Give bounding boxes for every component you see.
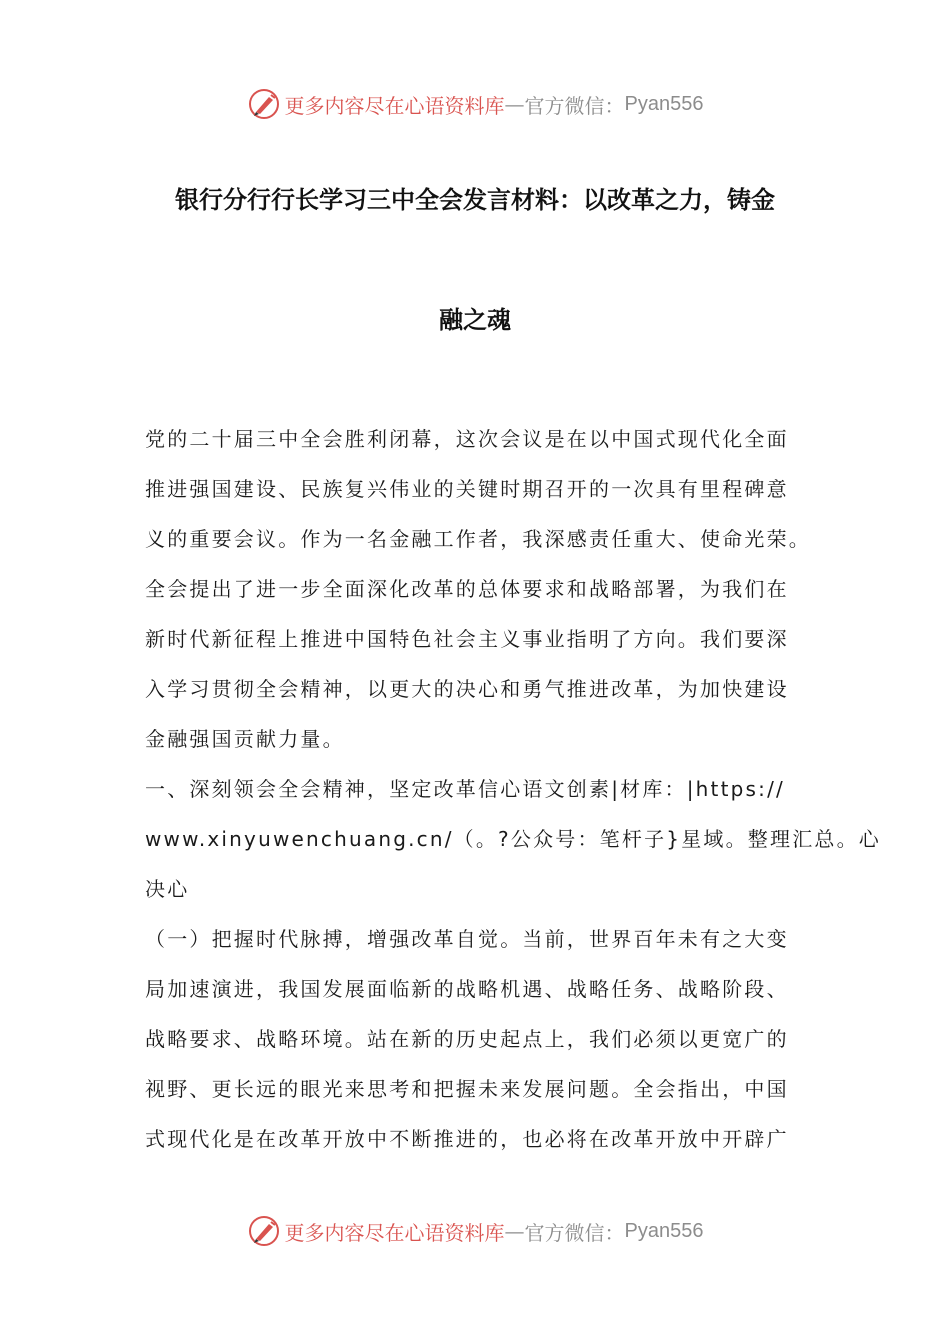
body-line: （一）把握时代脉搏，增强改革自觉。当前，世界百年未有之大变 [145,927,789,951]
banner-wechat-label: 官方微信： [524,1220,625,1245]
footer-banner [0,1211,950,1251]
banner-slogan: 更多内容尽在心语资料库 [284,93,505,118]
header-banner [0,84,950,124]
document-title-line-1: 银行分行行长学习三中全会发言材料：以改革之力，铸金 [175,186,775,214]
pen-logo-icon [247,87,281,121]
document-body [145,414,881,1164]
document-title-line-2: 融之魂 [439,306,511,334]
banner-wechat-label: 官方微信： [524,93,625,118]
body-line: 入学习贯彻全会精神，以更大的决心和勇气推进改革，为加快建设 [145,677,789,701]
body-line: 党的二十届三中全会胜利闭幕，这次会议是在以中国式现代化全面 [145,427,789,451]
banner-wechat-id: Pyan556 [624,1219,704,1242]
body-line: 视野、更长远的眼光来思考和把握未来发展问题。全会指出，中国 [145,1077,789,1101]
body-line: 局加速演进，我国发展面临新的战略机遇、战略任务、战略阶段、 [145,977,789,1001]
banner-wechat-id: Pyan556 [624,92,704,115]
banner-dash: — [504,1219,525,1243]
body-line: 战略要求、战略环境。站在新的历史起点上，我们必须以更宽广的 [145,1027,789,1051]
pen-logo-icon [247,1214,281,1248]
body-line: 义的重要会议。作为一名金融工作者，我深感责任重大、使命光荣。 [145,527,811,551]
banner-dash: — [504,92,525,116]
body-line: 新时代新征程上推进中国特色社会主义事业指明了方向。我们要深 [145,627,789,651]
body-line: 全会提出了进一步全面深化改革的总体要求和战略部署，为我们在 [145,577,789,601]
body-line: 式现代化是在改革开放中不断推进的，也必将在改革开放中开辟广 [145,1127,789,1151]
body-line: 推进强国建设、民族复兴伟业的关键时期召开的一次具有里程碑意 [145,477,789,501]
banner-slogan: 更多内容尽在心语资料库 [284,1220,505,1245]
section-heading-line: 一、深刻领会全会精神，坚定改革信心语文创素|材库：|https:// [145,777,785,801]
section-heading-line: 决心 [145,877,190,901]
body-line: 金融强国贡献力量。 [145,727,345,751]
section-heading-line: www.xinyuwenchuang.cn/（。?公众号：笔杆子}星域。整理汇总。心 [145,827,881,851]
